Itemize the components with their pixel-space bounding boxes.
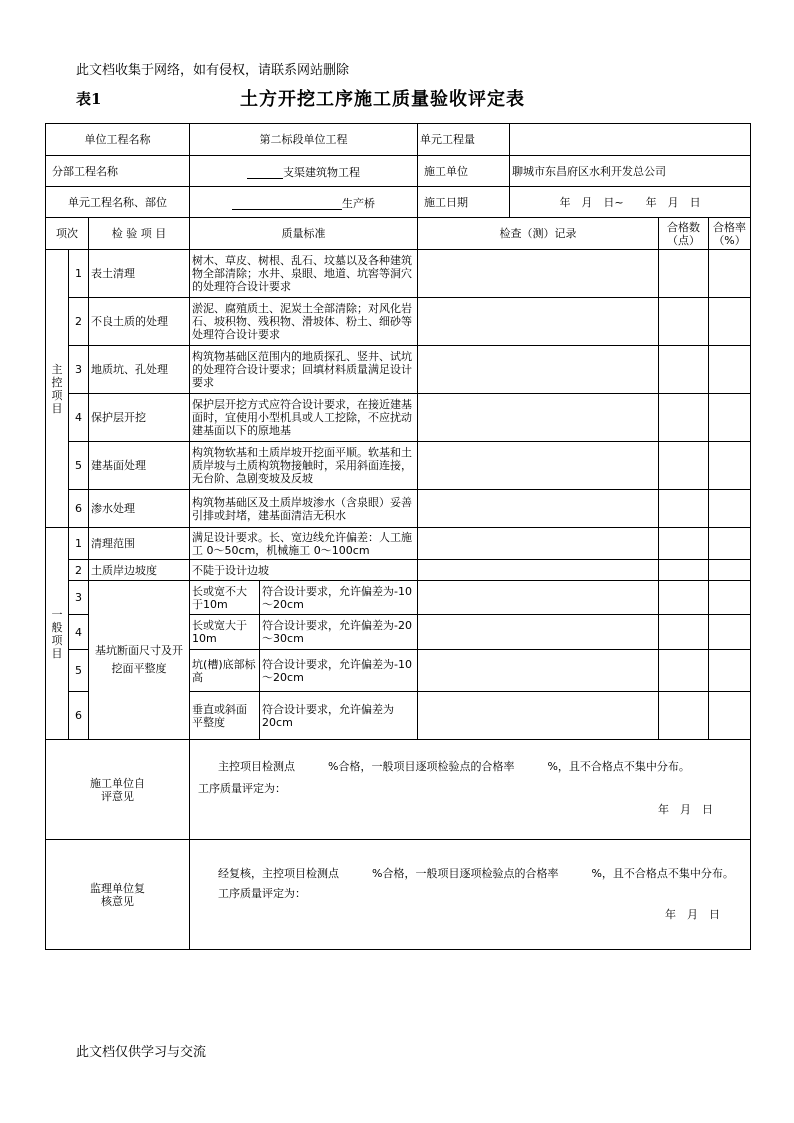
unit-project-value: 第二标段单位工程 — [190, 124, 418, 156]
quality-standard: 符合设计要求，允许偏差为20cm — [260, 692, 418, 740]
sub-project-label: 分部工程名称 — [46, 156, 190, 187]
item-no: 4 — [69, 615, 89, 650]
unit-project-label: 单位工程名称 — [46, 124, 190, 156]
element-quantity-value — [510, 124, 751, 156]
quality-standard: 保护层开挖方式应符合设计要求，在接近建基面时，宜使用小型机具或人工挖除，不应扰动建基面以下的原地基 — [190, 394, 418, 442]
contractor-opinion-label: 施工单位自评意见 — [46, 740, 190, 840]
footer-notice: 此文档仅供学习与交流 — [76, 1045, 207, 1060]
check-item: 地质坑、孔处理 — [89, 346, 190, 394]
info-row-unit — [46, 124, 751, 156]
sub-item: 长或宽大于10m — [190, 615, 260, 650]
col-item-no: 项次 — [46, 218, 89, 250]
record-cell — [418, 692, 659, 740]
item-no: 3 — [69, 581, 89, 615]
pass-count-cell — [659, 490, 709, 528]
record-cell — [418, 394, 659, 442]
pass-count-cell — [659, 692, 709, 740]
col-check-item: 检 验 项 目 — [89, 218, 190, 250]
table-row — [46, 250, 751, 298]
contractor-label: 施工单位 — [418, 156, 510, 187]
col-pass-count: 合格数（点） — [659, 218, 709, 250]
quality-standard: 构筑物基础区范围内的地质探孔、竖井、试坑的处理符合设计要求；回填材料质量满足设计要求 — [190, 346, 418, 394]
main-group-label: 主 控 项 目 — [46, 250, 69, 528]
item-no: 1 — [69, 250, 89, 298]
pass-count-cell — [659, 394, 709, 442]
record-cell — [418, 442, 659, 490]
pass-rate-cell — [709, 490, 751, 528]
table-row — [46, 346, 751, 394]
check-item: 渗水处理 — [89, 490, 190, 528]
supervisor-rating-label: 工序质量评定为： — [218, 887, 307, 900]
col-pass-rate: 合格率（%） — [709, 218, 751, 250]
record-cell — [418, 615, 659, 650]
check-item: 不良土质的处理 — [89, 298, 190, 346]
record-cell — [418, 560, 659, 581]
pass-count-cell — [659, 250, 709, 298]
pass-rate-cell — [709, 528, 751, 560]
supervisor-opinion-cell — [190, 840, 751, 950]
item-no: 3 — [69, 346, 89, 394]
pass-count-cell — [659, 346, 709, 394]
pass-count-cell — [659, 615, 709, 650]
general-group-label: 一 般 项 目 — [46, 528, 69, 740]
evaluation-table — [45, 123, 751, 950]
info-row-subproject — [46, 156, 751, 187]
info-row-element — [46, 187, 751, 218]
contractor-opinion-row — [46, 740, 751, 840]
sub-item: 坑(槽)底部标高 — [190, 650, 260, 692]
supervisor-opinion-row — [46, 840, 751, 950]
table-row — [46, 528, 751, 560]
table-row — [46, 560, 751, 581]
date-value: 年 月 日~ 年 月 日 — [510, 187, 751, 218]
record-cell — [418, 650, 659, 692]
element-name-cell — [190, 187, 418, 218]
pass-count-cell — [659, 650, 709, 692]
sub-item: 垂直或斜面平整度 — [190, 692, 260, 740]
contractor-opinion-cell — [190, 740, 751, 840]
supervisor-opinion-text: 经复核，主控项目检测点 %合格，一般项目逐项检验点的合格率 %，且不合格点不集中分布。 — [218, 867, 734, 880]
pass-rate-cell — [709, 346, 751, 394]
supervisor-date: 年 月 日 — [665, 908, 721, 921]
check-item: 土质岸边坡度 — [89, 560, 190, 581]
item-no: 2 — [69, 560, 89, 581]
pass-count-cell — [659, 528, 709, 560]
element-name-value: 生产桥 — [342, 196, 376, 210]
contractor-value: 聊城市东昌府区水利开发总公司 — [510, 156, 751, 187]
quality-standard: 树木、草皮、树根、乱石、坟墓以及各种建筑物全部清除；水井、泉眼、地道、坑窖等洞穴的处理符合设计要求 — [190, 250, 418, 298]
record-cell — [418, 250, 659, 298]
item-no: 1 — [69, 528, 89, 560]
quality-standard: 不陡于设计边坡 — [190, 560, 418, 581]
sub-project-cell — [190, 156, 418, 187]
table-row — [46, 581, 751, 615]
col-record: 检查（测）记录 — [418, 218, 659, 250]
item-no: 6 — [69, 692, 89, 740]
contractor-date: 年 月 日 — [658, 803, 714, 816]
pass-rate-cell — [709, 650, 751, 692]
contractor-opinion-text: 主控项目检测点 %合格，一般项目逐项检验点的合格率 %，且不合格点不集中分布。 — [218, 760, 690, 773]
quality-standard: 符合设计要求，允许偏差为-20～30cm — [260, 615, 418, 650]
record-cell — [418, 528, 659, 560]
pass-rate-cell — [709, 692, 751, 740]
pass-rate-cell — [709, 250, 751, 298]
check-item: 表土清理 — [89, 250, 190, 298]
header-notice: 此文档收集于网络，如有侵权，请联系网站删除 — [76, 63, 350, 78]
element-quantity-label: 单元工程量 — [418, 124, 510, 156]
table-row — [46, 394, 751, 442]
supervisor-opinion-label: 监理单位复核意见 — [46, 840, 190, 950]
contractor-rating-label: 工序质量评定为： — [198, 782, 287, 795]
quality-standard: 构筑物基础区及土质岸坡渗水（含泉眼）妥善引排或封堵，建基面清洁无积水 — [190, 490, 418, 528]
pass-rate-cell — [709, 560, 751, 581]
pass-rate-cell — [709, 394, 751, 442]
record-cell — [418, 298, 659, 346]
check-item: 建基面处理 — [89, 442, 190, 490]
pass-rate-cell — [709, 298, 751, 346]
check-item: 保护层开挖 — [89, 394, 190, 442]
date-label: 施工日期 — [418, 187, 510, 218]
item-no: 2 — [69, 298, 89, 346]
item-no: 4 — [69, 394, 89, 442]
column-header-row — [46, 218, 751, 250]
pass-count-cell — [659, 581, 709, 615]
table-label: 表1 — [76, 90, 102, 108]
page-title: 土方开挖工序施工质量验收评定表 — [240, 89, 525, 110]
check-item: 清理范围 — [89, 528, 190, 560]
element-name-label: 单元工程名称、部位 — [46, 187, 190, 218]
pass-count-cell — [659, 298, 709, 346]
sub-item: 长或宽不大于10m — [190, 581, 260, 615]
quality-standard: 符合设计要求，允许偏差为-10～20cm — [260, 650, 418, 692]
item-no: 5 — [69, 650, 89, 692]
pass-rate-cell — [709, 442, 751, 490]
pass-rate-cell — [709, 581, 751, 615]
table-row — [46, 490, 751, 528]
pass-count-cell — [659, 560, 709, 581]
record-cell — [418, 581, 659, 615]
quality-standard: 构筑物软基和土质岸坡开挖面平顺。软基和土质岸坡与土质构筑物接触时，采用斜面连接，无台阶、急剧变坡及反坡 — [190, 442, 418, 490]
quality-standard: 淤泥、腐殖质土、泥炭土全部清除；对风化岩石、坡积物、残积物、滑坡体、粉土、细砂等处理符合设计要求 — [190, 298, 418, 346]
sub-project-value: 支渠建筑物工程 — [283, 165, 361, 179]
quality-standard: 满足设计要求。长、宽边线允许偏差：人工施工 0～50cm，机械施工 0～100cm — [190, 528, 418, 560]
record-cell — [418, 490, 659, 528]
check-item: 基坑断面尺寸及开挖面平整度 — [89, 581, 190, 740]
table-row — [46, 442, 751, 490]
table-row — [46, 298, 751, 346]
item-no: 6 — [69, 490, 89, 528]
col-standard: 质量标准 — [190, 218, 418, 250]
item-no: 5 — [69, 442, 89, 490]
pass-count-cell — [659, 442, 709, 490]
record-cell — [418, 346, 659, 394]
quality-standard: 符合设计要求，允许偏差为-10～20cm — [260, 581, 418, 615]
pass-rate-cell — [709, 615, 751, 650]
